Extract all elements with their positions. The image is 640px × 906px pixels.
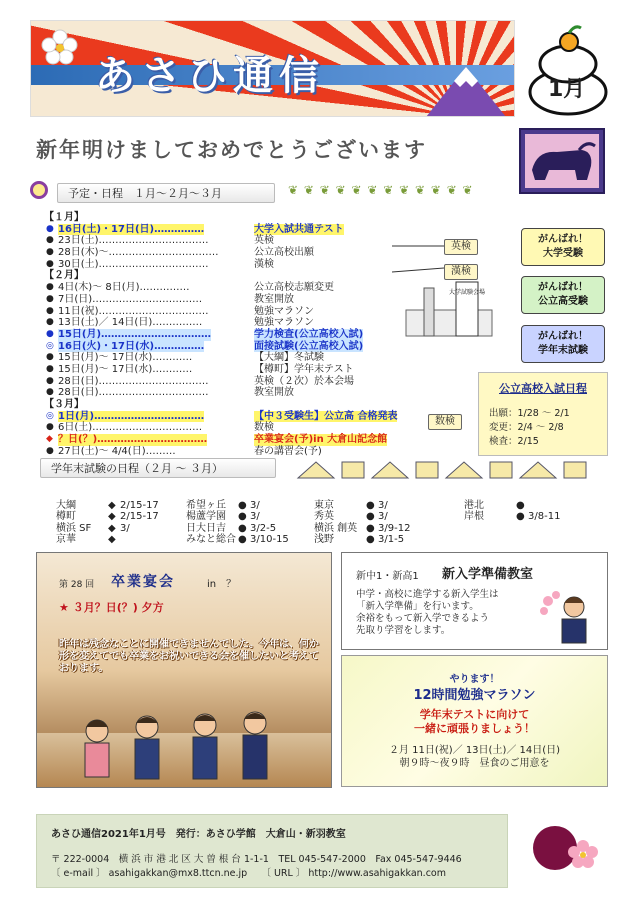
party-message: 昨年は残念なことに開催できませんでした。今年は、何か形を変えてでも卒業をお祝いできる会を催したいと考えております。 (59, 639, 319, 674)
exam-school: 日大日吉 (186, 522, 226, 534)
exam-bullet: ● (238, 522, 247, 534)
schedule-event: 卒業宴会(予)in 大倉山記念館 (254, 434, 388, 446)
party-date: ★ ３月？日(？) 夕方 (59, 601, 164, 614)
party-venue: in ？ (207, 579, 237, 590)
schedule-bullet: ● (46, 235, 54, 246)
exam-bullet: ● (516, 500, 525, 511)
entrance-line: 出願：1/28 ～ 2/1 (489, 408, 570, 419)
schedule-event: 勉強マラソン (254, 305, 314, 317)
schedule-event: 【大綱】冬試験 (254, 352, 324, 364)
exam-bullet: ● (238, 511, 247, 523)
exam-dates: 3/1-5 (378, 534, 405, 546)
schedule-bullet: ● (46, 375, 54, 386)
mt-fuji-icon (426, 61, 506, 117)
schedule-row (44, 329, 464, 341)
exam-dates: 2/15-17 (120, 500, 159, 511)
schedule-row (44, 341, 464, 353)
schedule-row (44, 364, 464, 376)
graduation-party-panel (36, 552, 332, 788)
exam-school: 京華 (56, 534, 76, 546)
schedule-event: 教室開放 (254, 293, 294, 305)
schedule-date: 28日(日)…………………………… (58, 387, 209, 399)
exam-dates: 3/9-12 (378, 522, 411, 534)
footer-contact: 〔 e-mail 〕 asahigakkan@mx8.ttcn.ne.jp 〔 URL 〕 http://www.asahigakkan.com (51, 868, 446, 879)
schedule-bullet: ● (46, 282, 54, 293)
exam-dates: 3/ (250, 511, 260, 523)
schedule-bullet: ● (46, 445, 54, 456)
exam-bullet: ● (238, 534, 247, 546)
exam-dates: 3/8-11 (528, 511, 561, 523)
masthead-banner (30, 20, 515, 117)
schedule-date: 28日(木)～…………………………… (58, 247, 219, 259)
marathon-dates: ２月 11日(祝)／ 13日(土)／ 14日(日) 朝９時～夜９時 昼食のご用意を (388, 745, 561, 769)
exam-school: 秀英 (314, 511, 334, 523)
schedule-event: 数検 (254, 422, 274, 434)
exam-bullet: ◆ (108, 500, 116, 511)
schedule-date: 13日(土)／ 14日(日)…………… (58, 317, 203, 329)
ox-icon (527, 140, 597, 184)
schedule-date: 15日(月)…………………………… (58, 328, 212, 340)
exam-dates: 2/15-17 (120, 511, 159, 523)
new-year-greeting: 新年明けましておめでとうございます (36, 137, 427, 162)
schedule-event: 教室開放 (254, 387, 294, 399)
exam-bullet: ● (238, 500, 247, 511)
party-title: 卒業宴会 (111, 574, 175, 590)
schedule-bullet: ● (46, 317, 54, 328)
plum-blossom-icon (37, 25, 83, 71)
schedule-date: 11日(祝)…………………………… (58, 305, 209, 317)
schedule-event: 漢検 (254, 258, 274, 270)
exam-dates: 3/ (250, 500, 260, 511)
exam-bullet: ● (366, 500, 375, 511)
schedule-section-title: 予定・日程 １月～２月～３月 (57, 183, 275, 203)
suuken-tag: 数検 (428, 414, 462, 430)
schedule-date: 30日(土)…………………………… (58, 258, 209, 270)
schedule-row (44, 434, 464, 446)
schedule-bullet: ● (46, 387, 54, 398)
schedule-bullet: ● (46, 293, 54, 304)
exam-school: 岸根 (464, 511, 484, 523)
schedule-event: 英検 (254, 235, 274, 247)
eiken-tag: 英検 (444, 239, 478, 255)
exam-bullet: ◆ (108, 522, 116, 534)
schedule-date: 4日(木)～ 8日(月)…………… (58, 282, 190, 294)
schedule-month-header: 【１月】 (44, 212, 84, 223)
schedule-row (44, 294, 464, 306)
entrance-title: 公立高校入試日程 (499, 382, 587, 395)
schedule-row (44, 446, 464, 458)
cheer-callout-university: がんばれ！ 大学受験 (521, 228, 605, 266)
exam-school: 横浜 創英 (314, 522, 358, 534)
schedule-date: 27日(土)～ 4/4(日)……… (58, 445, 176, 457)
exam-bullet: ● (516, 511, 525, 523)
cheer-callout-public-high: がんばれ！ 公立高受験 (521, 276, 605, 314)
svg-text:大学試験会場: 大学試験会場 (448, 289, 486, 296)
tag-leader-lines (392, 244, 444, 274)
exam-dates: 3/ (378, 500, 388, 511)
schedule-date: 1日(月)…………………………… (58, 410, 205, 422)
exam-school: 港北 (464, 500, 484, 511)
footer-publisher: あさひ通信2021年1月号 発行：あさひ学館 大倉山・新羽教室 (51, 829, 346, 840)
exam-bullet: ● (366, 522, 375, 534)
schedule-bullet: ● (46, 305, 54, 316)
exam-school: 樽町 (56, 511, 76, 523)
schedule-row (44, 411, 464, 423)
marathon-title: 12時間勉強マラソン (413, 688, 536, 703)
public-high-exam-box (478, 372, 608, 456)
schedule-event: 【樽町】学年末テスト (254, 363, 354, 375)
schedule-date: 15日(月)～ 17日(水)………… (58, 363, 193, 375)
schedule-bullet: ● (46, 223, 54, 234)
schedule-row (44, 387, 464, 399)
schedule-row (44, 306, 464, 318)
exam-school: 横浜 SF (56, 522, 92, 534)
schedule-row (44, 422, 464, 434)
issue-month: 1月 (548, 77, 586, 102)
schedule-event: 【中３受験生】公立高 合格発表 (254, 410, 398, 422)
exam-school: 希望ヶ丘 (186, 500, 226, 511)
schedule-date: 7日(日)…………………………… (58, 293, 203, 305)
new-student-prep-panel (341, 552, 608, 650)
schedule-event: 公立高校志願変更 (254, 282, 334, 294)
exam-school: 浅野 (314, 534, 334, 546)
exam-school: みなと総合 (186, 534, 236, 546)
exam-school: 大綱 (56, 500, 76, 511)
schedule-date: 16日(火)・17日(水)…………… (58, 340, 205, 352)
schedule-event: 学力検査(公立高校入試) (254, 328, 364, 340)
schedule-event: 面接試験(公立高校入試) (254, 340, 364, 352)
exam-school: 楊蘆学園 (186, 511, 226, 523)
footer-address: 〒 222-0004 横 浜 市 港 北 区 大 曽 根 台 1-1-1 TEL 045-547-2000 Fax 045-547-9446 (51, 854, 462, 865)
schedule-bullet: ● (46, 422, 54, 433)
schedule-bullet: ● (46, 352, 54, 363)
schedule-bullet: ● (46, 328, 54, 339)
schedule-month-header: 【２月】 (44, 270, 84, 282)
schedule-date: 6日(土)…………………………… (58, 422, 203, 434)
leaf-decoration-icon: ❦ ❦ ❦ ❦ ❦ ❦ ❦ ❦ ❦ ❦ ❦ ❦ (288, 183, 474, 197)
exam-dates: 3/ (120, 522, 130, 534)
schedule-event: 春の講習会(予) (254, 445, 322, 457)
alarm-clock-icon (30, 181, 48, 199)
entrance-line: 検査：2/15 (489, 436, 539, 447)
schedule-event: 勉強マラソン (254, 317, 314, 329)
schedule-month-header: 【３月】 (44, 399, 84, 410)
schedule-date: 23日(土)…………………………… (58, 235, 209, 247)
exam-gate-illustration (404, 280, 494, 340)
ox-illustration (519, 128, 605, 194)
exam-dates: 3/10-15 (250, 534, 289, 546)
party-edition: 第 28 回 (59, 580, 95, 590)
exam-bullet: ● (366, 534, 375, 546)
cheer-callout-final-exam: がんばれ！ 学年末試験 (521, 325, 605, 363)
schedule-bullet: ● (46, 258, 54, 269)
exam-dates: 3/2-5 (250, 522, 277, 534)
teacher-illustration (536, 587, 596, 645)
students-illustration (67, 703, 307, 783)
schedule-bullet: ● (46, 363, 54, 374)
schedule-date: 15日(月)～ 17日(水)………… (58, 352, 193, 364)
schedule-row (44, 224, 464, 236)
schedule-bullet: ◎ (46, 340, 54, 351)
exam-school: 東京 (314, 500, 334, 511)
schedule-bullet: ◆ (46, 434, 53, 445)
prep-title: 新入学準備教室 (442, 567, 534, 582)
study-marathon-panel (341, 655, 608, 787)
schedule-row (44, 317, 464, 329)
stationery-decoration-icon (296, 458, 606, 480)
schedule-bullet: ◎ (46, 410, 54, 421)
prep-description: 中学・高校に進学する新入学生は 「新入学準備」を行います。 余裕をもって新入学できるよう 先取り学習をします。 (356, 589, 499, 636)
schedule-event: 大学入試共通テスト (254, 223, 344, 235)
exam-section-title: 学年末試験の日程（２月 ～ ３月） (40, 458, 276, 478)
exam-bullet: ◆ (108, 534, 116, 546)
plum-flower-icon (566, 838, 600, 868)
footer (36, 814, 508, 888)
marathon-kicker: やります！ (449, 674, 500, 685)
entrance-line: 変更：2/4 ～ 2/8 (489, 422, 564, 433)
schedule-event: 公立高校出願 (254, 247, 314, 259)
schedule-row (44, 282, 464, 294)
newsletter-title: あさひ通信 (95, 53, 325, 99)
exam-bullet: ● (366, 511, 375, 523)
schedule-date: 16日(土)・17日(日)…………… (58, 223, 205, 235)
marathon-slogan: 学年末テストに向けて 一緒に頑張りましょう！ (414, 708, 535, 735)
prep-target: 新中1・新高1 (356, 571, 419, 582)
schedule-row (44, 352, 464, 364)
schedule-bullet: ● (46, 247, 54, 258)
exam-dates: 3/ (378, 511, 388, 523)
schedule-event: 英検（２次）於本会場 (254, 375, 354, 387)
schedule-date: 28日(日)…………………………… (58, 375, 209, 387)
kanken-tag: 漢検 (444, 264, 478, 280)
schedule-date: ？日(？)…………………………… (58, 434, 208, 446)
schedule-row (44, 376, 464, 388)
exam-bullet: ◆ (108, 511, 116, 523)
